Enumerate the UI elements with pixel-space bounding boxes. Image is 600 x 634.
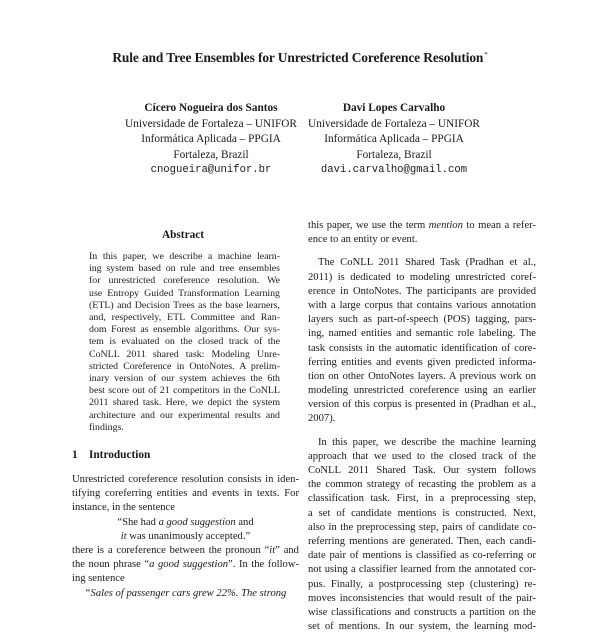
example-quote-line: “Sales of passenger cars grew 22%. The strong bbox=[84, 587, 287, 599]
example-quote-line: “She had a good suggestion and bbox=[117, 516, 254, 528]
body-line: Unrestricted coreference resolution consists in iden- bbox=[72, 474, 299, 485]
author-affiliation: Universidade de Fortaleza – UNIFOR bbox=[308, 117, 480, 130]
body-line: pus. Finally, a postprocessing step (clustering) re- bbox=[308, 578, 536, 590]
body-line: In this paper, we describe the machine learning bbox=[318, 436, 536, 448]
abstract-line: CoNLL 2011 shared task: Modeling Unre- bbox=[89, 348, 280, 360]
body-line: instance, in the sentence bbox=[72, 502, 175, 514]
author-name: Davi Lopes Carvalho bbox=[342, 102, 446, 114]
body-line: a set of candidate mentions is constructed. Next, bbox=[308, 507, 536, 519]
author-affiliation: Universidade de Fortaleza – UNIFOR bbox=[125, 117, 297, 130]
example-quote-line: it was unanimously accepted.” bbox=[120, 530, 251, 542]
body-line: referring mentions are generated. Then, each candi- bbox=[308, 535, 536, 547]
author-email: cnogueira@unifor.br bbox=[150, 164, 272, 176]
body-line: layers such as part-of-speech (POS) tagging, pars- bbox=[308, 314, 536, 326]
body-line: also in the preprocessing step, pairs of candidate co- bbox=[308, 521, 536, 533]
author-department: Informática Aplicada – PPGIA bbox=[141, 133, 281, 145]
body-line: task consists in the automatic identification of core- bbox=[308, 342, 536, 354]
body-line: wise classifications and constructs a partition on the bbox=[308, 606, 536, 618]
body-line: tion on other OntoNotes layers. A previous work on bbox=[308, 370, 536, 382]
abstract-line: and, respectively, ETL Committee and Ran- bbox=[89, 312, 280, 324]
body-line: classification task. First, in a preprocessing step, bbox=[308, 493, 536, 505]
body-line: there is a coreference between the pronoun “it” and bbox=[72, 544, 299, 556]
author-location: Fortaleza, Brazil bbox=[173, 148, 249, 161]
abstract-line: best score out of 21 competitors in the CoNLL bbox=[89, 385, 280, 397]
body-line: ing, named entities and semantic role labeling. The bbox=[308, 328, 536, 340]
abstract-line: dom Forest as ensemble algorithms. Our sys- bbox=[89, 324, 280, 336]
paper-title-text: Rule and Tree Ensembles for Unrestricted Coreference Resolution bbox=[112, 50, 484, 65]
abstract-line: use Entropy Guided Transformation Learning bbox=[89, 287, 280, 299]
body-line: 2007). bbox=[308, 413, 336, 425]
body-line: approach that we used to the closed track of the bbox=[308, 450, 536, 462]
body-line: version of this corpus is presented in (Pradhan et al., bbox=[308, 399, 536, 411]
body-line: erence in OntoNotes. The participants are provided bbox=[308, 285, 536, 297]
abstract-line: 2011 shared task. Here, we depict the system bbox=[89, 397, 280, 409]
abstract-line: inary version of our system achieves the 6th bbox=[89, 373, 280, 385]
body-line: modeling unrestricted coreference using an earlier bbox=[308, 385, 536, 397]
right-column-body bbox=[308, 219, 536, 634]
abstract-line: architecture and our experimental results and bbox=[89, 409, 280, 421]
abstract-heading: Abstract bbox=[161, 229, 205, 241]
author-block-2 bbox=[284, 101, 504, 179]
body-line: CoNLL 2011 Shared Task. Our system follows bbox=[308, 465, 536, 476]
body-line: this paper, we use the term mention to mean a refer- bbox=[308, 220, 537, 231]
body-line: ence to an entity or event. bbox=[308, 234, 418, 246]
abstract-line: In this paper, we describe a machine learn- bbox=[89, 251, 280, 262]
abstract-line: tem is evaluated on the closed track of the bbox=[89, 336, 280, 348]
body-line: the noun phrase “a good suggestion”. In the follow- bbox=[72, 559, 299, 571]
body-line: the common strategy of recasting the problem as a bbox=[308, 479, 536, 491]
section-number: 1 bbox=[72, 449, 78, 461]
abstract-body bbox=[89, 251, 280, 434]
body-line: 2011) is dedicated to modeling unrestricted coref- bbox=[308, 271, 536, 283]
abstract-line: (ETL) and Decision Trees as the base learners, bbox=[89, 299, 280, 311]
left-column-body bbox=[72, 473, 299, 601]
body-line: date pair of mentions is classified as co-referring or bbox=[308, 550, 536, 562]
abstract-line: ing system based on rule and tree ensembles bbox=[89, 263, 280, 275]
body-line: ing sentence bbox=[72, 573, 125, 585]
body-line: with a large corpus that contains various annotation bbox=[308, 299, 536, 311]
body-line: The CoNLL 2011 Shared Task (Pradhan et al., bbox=[318, 257, 536, 269]
abstract-line: stricted Coreference in OntoNotes. A prelim- bbox=[89, 360, 280, 372]
abstract-line: findings. bbox=[89, 421, 124, 433]
body-line: tifying coreferring entities and events in texts. For bbox=[72, 488, 299, 500]
body-line: not using a classifier learned from the annotated cor- bbox=[308, 564, 536, 576]
body-line: ferring entities and events given predicted informa- bbox=[308, 356, 536, 368]
author-email: davi.carvalho@gmail.com bbox=[320, 164, 468, 176]
body-line: set of mentions. In our system, the learning mod- bbox=[308, 621, 536, 633]
author-department: Informática Aplicada – PPGIA bbox=[324, 133, 464, 145]
title-footnote-mark: * bbox=[484, 50, 488, 59]
abstract-line: for unrestricted coreference resolution. We bbox=[89, 275, 280, 287]
author-name: Cícero Nogueira dos Santos bbox=[144, 102, 278, 114]
section-title: Introduction bbox=[89, 449, 151, 461]
paper-title bbox=[0, 50, 600, 66]
body-line: moves inconsistencies that would result of the pair- bbox=[308, 592, 536, 604]
section-heading-introduction bbox=[72, 449, 150, 461]
author-location: Fortaleza, Brazil bbox=[356, 148, 432, 161]
